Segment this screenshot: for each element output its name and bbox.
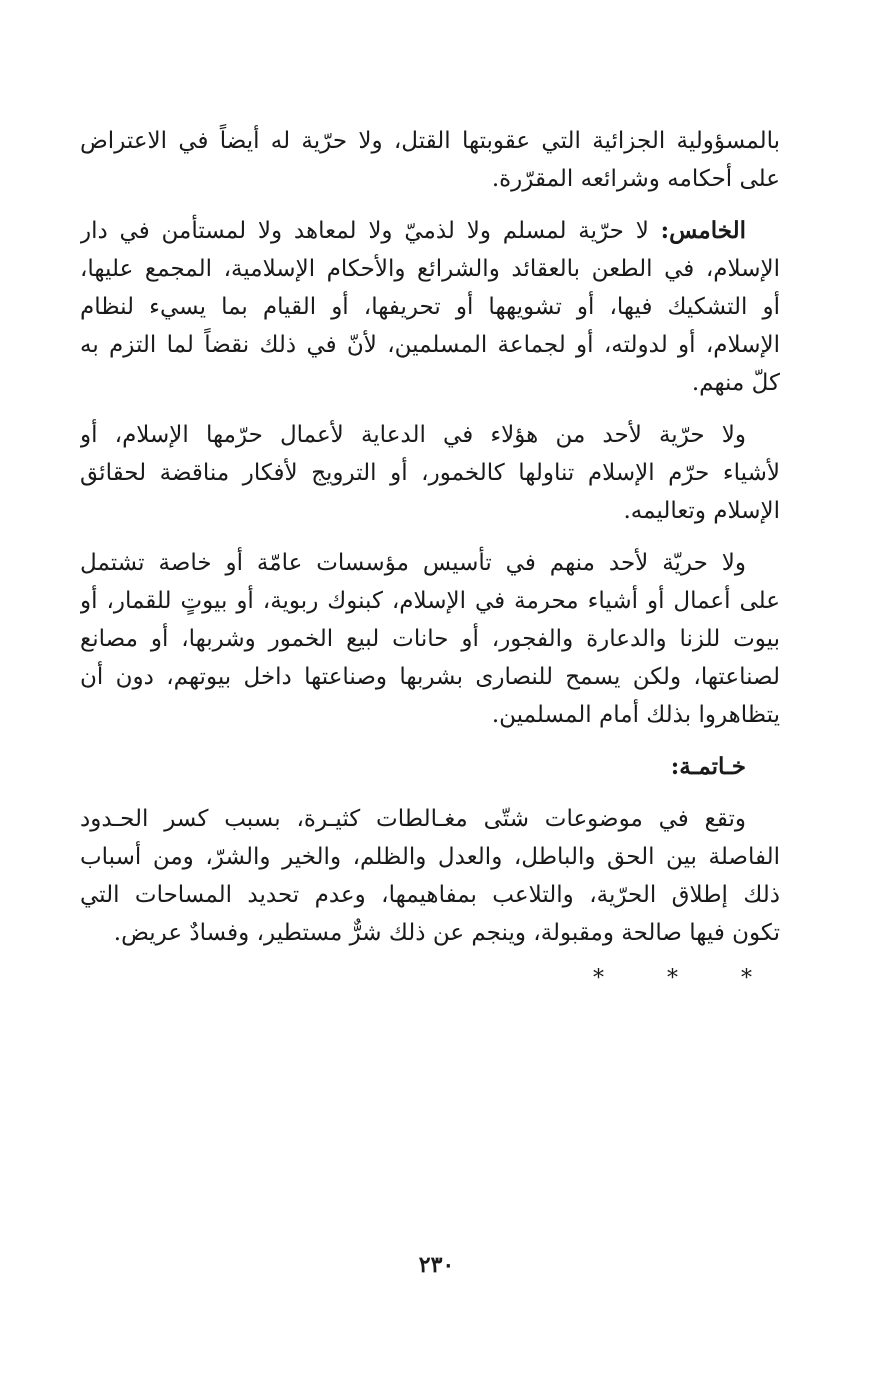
text-line: لصناعتها، ولكن يسمح للنصارى بشربها وصناعتها داخل بيوتهم، دون أن <box>80 664 780 690</box>
text-line: الفاصلة بين الحق والباطل، والعدل والظلم، والخير والشرّ، ومن أسباب <box>80 844 780 870</box>
text-line: الإسلام، في الطعن بالعقائد والشرائع والأحكام الإسلامية، المجمع عليها، <box>80 256 780 282</box>
text-line: ذلك إطلاق الحرّية، والتلاعب بمفاهيمها، وعدم تحديد المساحات التي <box>80 882 780 908</box>
text-line <box>80 212 780 250</box>
text-fragment: لا حرّية لمسلم ولا لذميّ ولا لمعاهد ولا لمستأمن في دار <box>80 218 661 244</box>
paragraph-3 <box>80 416 780 530</box>
text-line: على أحكامه وشرائعه المقرّرة. <box>491 166 780 192</box>
page-body <box>80 122 780 991</box>
text-line: على أعمال أو أشياء محرمة في الإسلام، كبنوك ربوية، أو بيوتٍ للقمار، أو <box>80 588 780 614</box>
paragraph-4 <box>80 544 780 734</box>
text-line: يتظاهروا بذلك أمام المسلمين. <box>491 702 780 728</box>
text-line: أو التشكيك فيها، أو تشويهها أو تحريفها، أو القيام بما يسيء لنظام <box>80 294 780 320</box>
text-line: ولا حريّة لأحد منهم في تأسيس مؤسسات عامّة أو خاصة تشتمل <box>80 550 746 576</box>
text-line: ولا حرّية لأحد من هؤلاء في الدعاية لأعمال حرّمها الإسلام، أو <box>80 422 746 448</box>
page-number: ٢٣٠ <box>418 1252 455 1278</box>
text-line: الإسلام، أو لدولته، أو لجماعة المسلمين، لأنّ في ذلك نقضاً لما التزم به <box>80 332 780 358</box>
text-line: لأشياء حرّم الإسلام تناولها كالخمور، أو الترويج لأفكار مناقضة لحقائق <box>80 460 780 486</box>
closing-paragraph <box>80 800 780 952</box>
text-line: بالمسؤولية الجزائية التي عقوبتها القتل، ولا حرّية له أيضاً في الاعتراض <box>80 128 780 154</box>
text-line: تكون فيها صالحة ومقبولة، وينجم عن ذلك شرٌّ مستطير، وفسادٌ عريض. <box>113 920 780 946</box>
paragraph-lead: الخامس: <box>660 217 746 244</box>
paragraph-1 <box>80 122 780 198</box>
section-divider-stars: * * * <box>593 966 780 991</box>
text-line: وتقع في موضوعات شتّى مغـالطات كثيـرة، بسبب كسر الحـدود <box>80 806 746 832</box>
text-line: كلّ منهم. <box>691 370 780 396</box>
text-line: بيوت للزنا والدعارة والفجور، أو حانات لبيع الخمور وشربها، أو مصانع <box>80 626 780 652</box>
section-heading: خـاتمـة: <box>670 753 746 780</box>
paragraph-2 <box>80 212 780 402</box>
text-line: الإسلام وتعاليمه. <box>623 498 780 524</box>
